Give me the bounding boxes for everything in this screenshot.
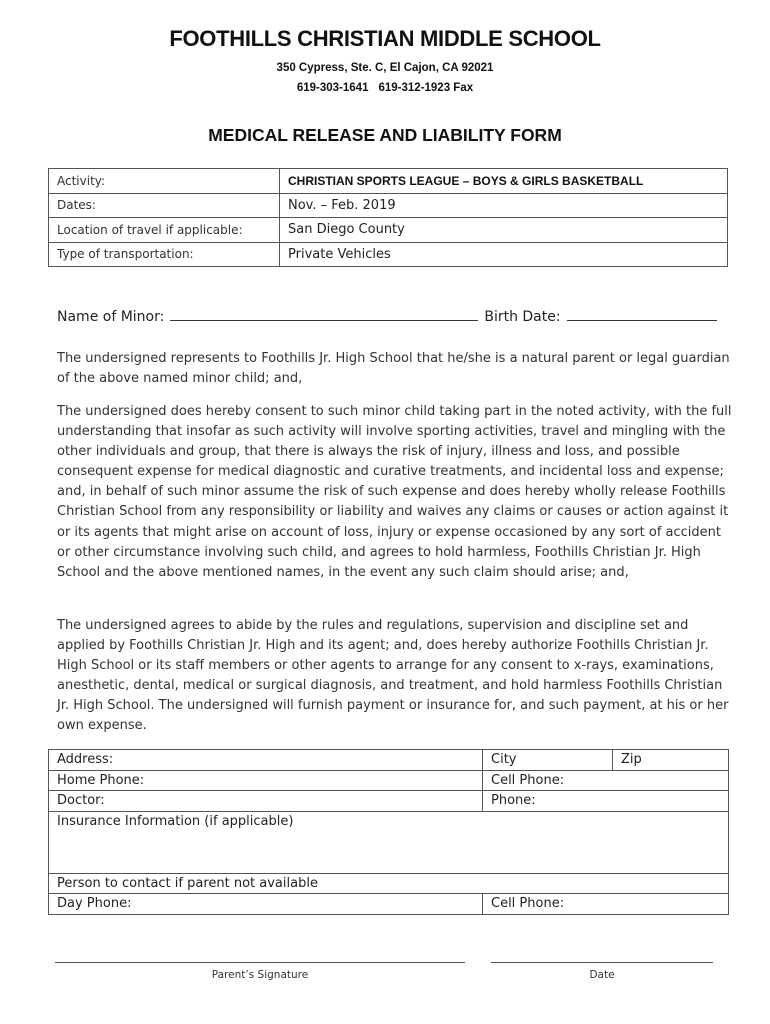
parent-signature-label: Parent’s Signature <box>211 969 309 981</box>
day-phone-row <box>49 894 729 915</box>
activity-value[interactable]: CHRISTIAN SPORTS LEAGUE – BOYS & GIRLS BASKETBALL <box>280 169 728 194</box>
contact-person-row <box>49 873 729 894</box>
home-phone-row <box>49 770 729 791</box>
location-value[interactable]: San Diego County <box>280 218 728 243</box>
transportation-row <box>49 242 728 267</box>
activity-row <box>49 169 728 194</box>
transportation-value[interactable]: Private Vehicles <box>280 242 728 267</box>
minor-name-field[interactable] <box>170 307 478 321</box>
address-row <box>49 750 729 771</box>
cell-phone-field[interactable]: Cell Phone: <box>483 770 729 791</box>
dates-row <box>49 193 728 218</box>
guardian-paragraph: The undersigned represents to Foothills Jr. High School that he/she is a natural parent or legal guardian of the above named minor child; and, <box>57 351 730 387</box>
doctor-phone-field[interactable]: Phone: <box>483 791 729 812</box>
minor-info-line <box>57 307 717 325</box>
doctor-row <box>49 791 729 812</box>
school-address: 350 Cypress, Ste. C, El Cajon, CA 92021 <box>276 62 494 74</box>
contact-person-field[interactable]: Person to contact if parent not available <box>49 873 729 894</box>
insurance-field[interactable]: Insurance Information (if applicable) <box>49 811 729 873</box>
consent-paragraph: The undersigned does hereby consent to such minor child taking part in the noted activity, with the full understanding that insofar as such activity will involve sporting activities, travel and mingling with the other individuals and group, that there is always the risk of injury, illness and loss, and possible consequent expense for medical diagnostic and curative treatments, and incidental loss and expense; and, in behalf of such minor assume the risk of such expense and does hereby wholly release Foothills Christian School from any responsibility or liability and waives any claims or causes or action against it or its agents that might arise on account of loss, injury or expense occasioned by any sort of accident or other circumstance involving such child, and agrees to hold harmless, Foothills Christian Jr. High School and the above mentioned names, in the event any such claim should arise; and, <box>57 404 732 580</box>
dates-value[interactable]: Nov. – Feb. 2019 <box>280 193 728 218</box>
rules-paragraph: The undersigned agrees to abide by the rules and regulations, supervision and discipline set and applied by Foothills Christian Jr. High and its agent; and, does hereby authorize Foothills Christian Jr. High School or its staff members or other agents to arrange for any consent to x-rays, examinations, anesthetic, dental, medical or surgical diagnosis, and treatment, and hold harmless Foothills Christian Jr. High School. The undersigned will furnish payment or insurance for, and such payment, at his or her own expense. <box>57 618 729 734</box>
zip-field[interactable]: Zip <box>613 750 729 771</box>
date-signature-line[interactable] <box>491 962 713 963</box>
day-phone-field[interactable]: Day Phone: <box>49 894 483 915</box>
school-name: FOOTHILLS CHRISTIAN MIDDLE SCHOOL <box>169 26 601 51</box>
school-fax: 619-312-1923 Fax <box>378 82 474 94</box>
parent-signature-line[interactable] <box>55 962 465 963</box>
date-label: Date <box>589 969 615 981</box>
minor-name-label: Name of Minor: <box>57 309 165 325</box>
school-phone-line <box>0 82 770 94</box>
birth-date-label: Birth Date: <box>484 309 561 325</box>
location-row <box>49 218 728 243</box>
doctor-field[interactable]: Doctor: <box>49 791 483 812</box>
city-field[interactable]: City <box>483 750 613 771</box>
home-phone-field[interactable]: Home Phone: <box>49 770 483 791</box>
contact-table <box>48 749 729 915</box>
birth-date-field[interactable] <box>567 307 717 321</box>
activity-label: Activity: <box>49 169 280 194</box>
activity-table <box>48 168 728 267</box>
location-label: Location of travel if applicable: <box>49 218 280 243</box>
form-title: MEDICAL RELEASE AND LIABILITY FORM <box>208 125 562 145</box>
school-phone: 619-303-1641 <box>296 82 369 94</box>
transportation-label: Type of transportation: <box>49 242 280 267</box>
insurance-row <box>49 811 729 873</box>
address-field[interactable]: Address: <box>49 750 483 771</box>
dates-label: Dates: <box>49 193 280 218</box>
contact-cell-phone-field[interactable]: Cell Phone: <box>483 894 729 915</box>
